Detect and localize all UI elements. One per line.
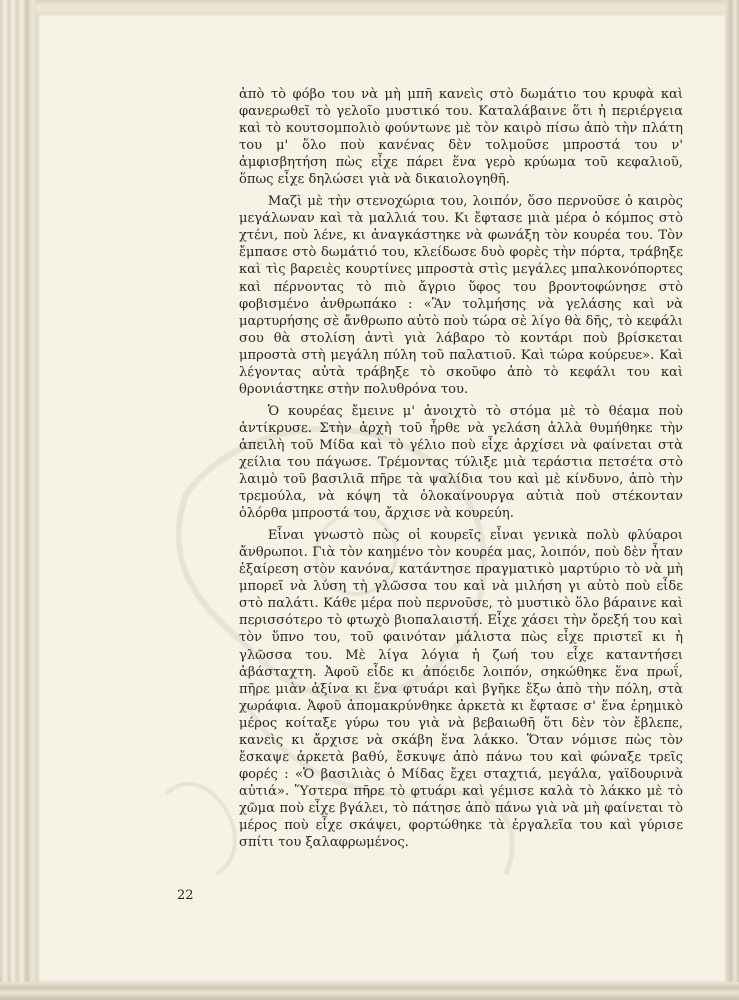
page-number: 22 [177, 888, 194, 903]
page-top-edge [0, 0, 739, 14]
body-text [239, 86, 683, 851]
paragraph: Μαζὶ μὲ τὴν στενοχώρια του, λοιπόν, ὅσο περνοῦσε ὁ καιρὸς μεγάλωναν καὶ τὰ μαλλιά του. Κι ἔφτασε μιὰ μέρα ὁ κόμπος στὸ χτένι, ποὺ λένε, κι ἀναγκάστηκε νὰ φωνάξη τὸν κουρέα του. Τὸν ἔμπασε στὸ δωμάτιό του, κλείδωσε δυὸ φορὲς τὴν πόρτα, τράβηξε καὶ τὶς βαρειὲς κουρτίνες μπροστὰ στὶς μεγάλες μπαλκονόπορτες καὶ πέρνοντας τὸ πιὸ ἄγριο ὕφος του βροντοφώνησε στὸ φοβισμένο ἀνθρωπάκο : «Ἂν τολμήσης νὰ γελάσης καὶ νὰ μαρτυρήσης σὲ ἄνθρωπο αὐτὸ ποὺ τώρα σὲ λίγο θὰ δῆς, τὸ κεφάλι σου θὰ στολίση ἀντὶ γιὰ λάβαρο τὸ κοντάρι ποὺ βρίσκεται μπροστὰ στὴ μεγάλη πύλη τοῦ παλατιοῦ. Καὶ τώρα κούρευε». Καὶ λέγοντας αὐτὰ τράβηξε τὸ σκοῦφο ἀπὸ τὸ κεφάλι του καὶ θρονιάστηκε στὴν πολυθρόνα του. [239, 194, 683, 397]
page-right-edge [725, 0, 739, 1000]
paragraph: Ὁ κουρέας ἔμεινε μ' ἀνοιχτὸ τὸ στόμα μὲ τὸ θέαμα ποὺ ἀντίκρυσε. Στὴν ἀρχὴ τοῦ ἦρθε νὰ γελάση ἀλλὰ θυμήθηκε τὴν ἀπειλὴ τοῦ Μίδα καὶ τὸ γέλιο ποὺ εἶχε ἀρχίσει νὰ φαίνεται στὰ χείλια του πάγωσε. Τρέμοντας τύλιξε μιὰ τεράστια πετσέτα στὸ λαιμὸ τοῦ βασιλιᾶ πῆρε τὰ ψαλίδια του καὶ μὲ κίνδυνο, ἀπὸ τὴν τρεμούλα, νὰ κόψη τὰ ὁλοκαίνουργα αὐτιὰ ποὺ στέκονταν ὁλόρθα μπροστά του, ἄρχισε νὰ κουρεύη. [239, 403, 683, 522]
paragraph: Εἶναι γνωστὸ πὼς οἱ κουρεῖς εἶναι γενικὰ πολὺ φλύαροι ἄνθρωποι. Γιὰ τὸν καημένο τὸν κουρέα μας, λοιπόν, ποὺ δὲν ἦταν ἐξαίρεση στὸν κανόνα, κατάντησε πραγματικὸ μαρτύριο τὸ νὰ μὴ μπορεῖ νὰ λύση τὴ γλῶσσα του καὶ νὰ μιλήση γι αὐτὸ ποὺ εἶδε στὸ παλάτι. Κάθε μέρα ποὺ περνοῦσε, τὸ μυστικὸ ὅλο βάραινε καὶ περισσότερο τὸ φτωχὸ βιοπαλαιστή. Εἶχε χάσει τὴν ὄρεξή του καὶ τὸν ὕπνο του, τοῦ φαινόταν μάλιστα πὼς εἶχε πριστεῖ κι ἡ γλῶσσα του. Μὲ λίγα λόγια ἡ ζωή του εἶχε καταντήσει ἀβάσταχτη. Ἀφοῦ εἶδε κι ἀπόειδε λοιπόν, σηκώθηκε ἕνα πρωΐ, πῆρε μιὰν ἀξίνα κι ἕνα φτυάρι καὶ βγῆκε ἔξω ἀπὸ τὴν πόλη, στὰ χωράφια. Ἀφοῦ ἀπομακρύνθηκε ἀρκετὰ κι ἔφτασε σ' ἕνα ἐρημικὸ μέρος κοίταξε γύρω του γιὰ νὰ βεβαιωθῆ ὅτι δὲν τὸν ἔβλεπε, κανεὶς κι ἄρχισε νὰ σκάβη ἕνα λάκκο. Ὅταν νόμισε πὼς τὸν ἔσκαψε ἀρκετὰ βαθύ, ἔσκυψε ἀπὸ πάνω του καὶ φώναξε τρεῖς φορές : «Ὁ βασιλιὰς ὁ Μίδας ἔχει σταχτιά, μεγάλα, γαϊδουρινὰ αὐτιά». Ὕστερα πῆρε τὸ φτυάρι καὶ γέμισε καλὰ τὸ λάκκο μὲ τὸ χῶμα ποὺ εἶχε βγάλει, τὸ πάτησε ἀπὸ πάνω γιὰ νὰ μὴ φαίνεται τὸ μέρος ποὺ εἶχε σκάψει, φορτώθηκε τὰ ἐργαλεῖα του καὶ γύρισε σπίτι του ξαλαφρωμένος. [239, 528, 683, 851]
page-bottom-edge [0, 982, 739, 1000]
book-binding-edge [0, 0, 36, 1000]
book-page [36, 14, 725, 982]
paragraph: ἀπὸ τὸ φόβο του νὰ μὴ μπῆ κανεὶς στὸ δωμάτιο του κρυφὰ καὶ φανερωθεῖ τὸ γελοῖο μυστικό του. Καταλάβαινε ὅτι ἡ περιέργεια καὶ τὸ κουτσομπολιὸ φούντωνε μὲ τὸν καιρὸ πίσω ἀπὸ τὴν πλάτη του μ' ὅλο ποὺ κανένας δὲν τολμοῦσε μπροστά του ν' ἀμφισβητήση πὼς εἶχε πάρει ἕνα γερὸ κρύωμα τοῦ κεφαλιοῦ, ὅπως εἶχε δηλώσει γιὰ νὰ δικαιολογηθῆ. [239, 87, 683, 188]
